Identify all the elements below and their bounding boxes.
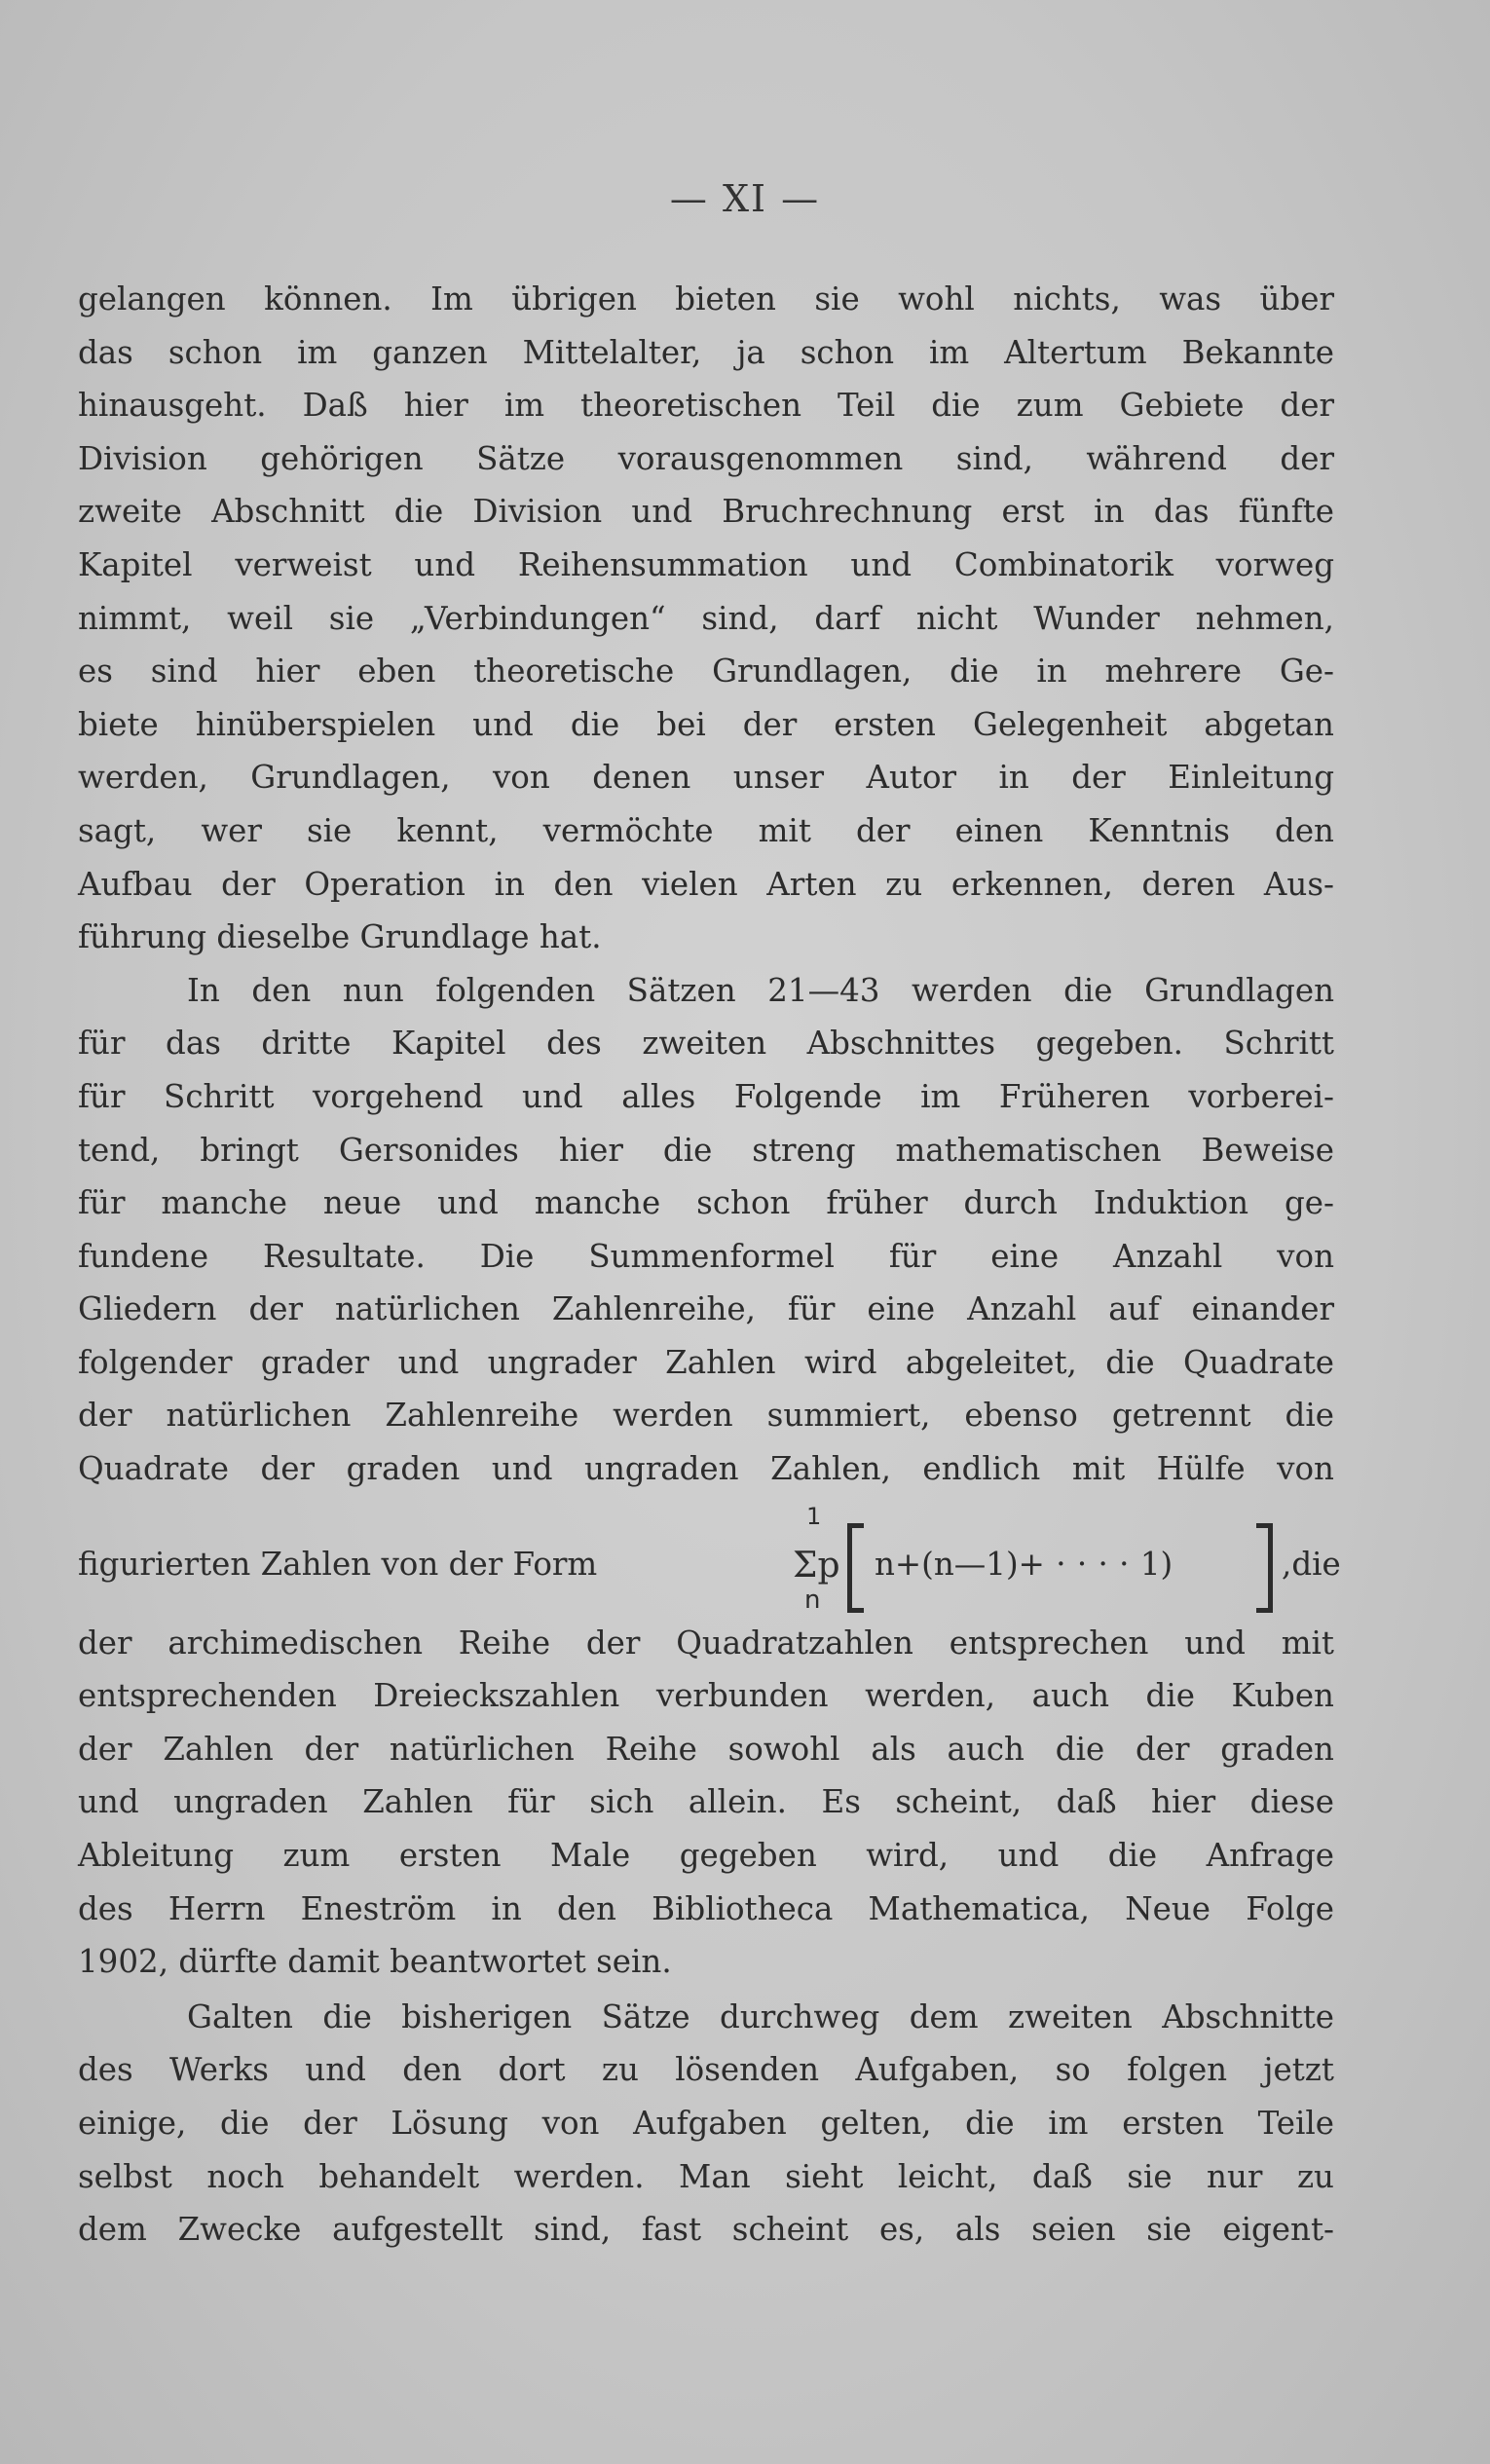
text-line: Galten die bisherigen Sätze durchweg dem zweiten Abschnitte: [187, 1997, 1334, 2035]
paragraph-2: [78, 964, 1341, 1989]
text-line: In den nun folgenden Sätzen 21—43 werden die Grundlagen: [187, 971, 1334, 1009]
text-line: entsprechenden Dreieckszahlen verbunden werden, auch die Kuben: [78, 1677, 1334, 1715]
text-line: das schon im ganzen Mittelalter, ja schon im Altertum Bekannte: [78, 333, 1334, 371]
sum-upper-limit: 1: [806, 1502, 822, 1530]
text-line: und ungraden Zahlen für sich allein. Es scheint, daß hier diese: [78, 1783, 1334, 1821]
formula-lead-text: figurierten Zahlen von der Form: [78, 1545, 598, 1583]
text-line: nimmt, weil sie „Verbindungen“ sind, darf nicht Wunder nehmen,: [78, 599, 1334, 637]
formula-expression: n+(n—1)+ · · · · 1): [875, 1545, 1173, 1583]
text-line: sagt, wer sie kennt, vermöchte mit der einen Kenntnis den: [78, 811, 1334, 849]
text-line: Quadrate der graden und ungraden Zahlen, endlich mit Hülfe von: [78, 1450, 1334, 1488]
text-line: Aufbau der Operation in den vielen Arten zu erkennen, deren Aus-: [78, 865, 1334, 903]
text-line: fundene Resultate. Die Summenformel für eine Anzahl von: [78, 1237, 1334, 1275]
body-text: [78, 273, 1341, 2257]
formula-line: [78, 1502, 1341, 1617]
text-line: für Schritt vorgehend und alles Folgende im Früheren vorberei-: [78, 1077, 1334, 1115]
text-line: Ableitung zum ersten Male gegeben wird, und die Anfrage: [78, 1837, 1334, 1875]
text-line: dem Zwecke aufgestellt sind, fast scheint es, als seien sie eigent-: [78, 2211, 1334, 2249]
text-line: der archimedischen Reihe der Quadratzahlen entsprechen und mit: [78, 1624, 1334, 1661]
text-line: hinausgeht. Daß hier im theoretischen Teil die zum Gebiete der: [78, 387, 1334, 425]
left-bracket: [847, 1523, 864, 1613]
text-line: der natürlichen Zahlenreihe werden summiert, ebenso getrennt die: [78, 1397, 1334, 1435]
paragraph-1: [78, 273, 1334, 964]
text-line: zweite Abschnitt die Division und Bruchrechnung erst in das fünfte: [78, 493, 1334, 531]
paragraph-3: [78, 1991, 1334, 2257]
text-line: tend, bringt Gersonides hier die streng mathematischen Beweise: [78, 1131, 1334, 1169]
text-line: folgender grader und ungrader Zahlen wird abgeleitet, die Quadrate: [78, 1343, 1334, 1381]
text-line: einige, die der Lösung von Aufgaben gelten, die im ersten Teile: [78, 2105, 1334, 2142]
text-line: gelangen können. Im übrigen bieten sie wohl nichts, was über: [78, 280, 1334, 317]
text-line: biete hinüberspielen und die bei der ersten Gelegenheit abgetan: [78, 705, 1334, 743]
sum-symbol: Σp: [793, 1545, 840, 1586]
right-bracket: [1256, 1523, 1273, 1613]
text-line: 1902, dürfte damit beantwortet sein.: [78, 1943, 672, 1981]
text-line: der Zahlen der natürlichen Reihe sowohl als auch die der graden: [78, 1730, 1334, 1768]
text-line: Kapitel verweist und Reihensummation und Combinatorik vorweg: [78, 545, 1334, 583]
summation-formula: [709, 1502, 1266, 1617]
text-line: Gliedern der natürlichen Zahlenreihe, für eine Anzahl auf einander: [78, 1290, 1334, 1328]
text-line: es sind hier eben theoretische Grundlagen, die in mehrere Ge-: [78, 653, 1334, 691]
text-line: des Herrn Eneström in den Bibliotheca Mathematica, Neue Folge: [78, 1889, 1334, 1927]
text-line: selbst noch behandelt werden. Man sieht leicht, daß sie nur zu: [78, 2157, 1334, 2195]
sum-lower-limit: n: [804, 1585, 821, 1615]
page-number: — XI —: [669, 177, 821, 220]
formula-trail-text: ,die: [1282, 1545, 1341, 1583]
text-line: führung dieselbe Grundlage hat.: [78, 918, 602, 956]
text-line: des Werks und den dort zu lösenden Aufgaben, so folgen jetzt: [78, 2051, 1334, 2089]
text-line: für manche neue und manche schon früher durch Induktion ge-: [78, 1184, 1334, 1222]
text-line: für das dritte Kapitel des zweiten Abschnittes gegeben. Schritt: [78, 1025, 1334, 1063]
text-line: werden, Grundlagen, von denen unser Autor in der Einleitung: [78, 759, 1334, 797]
text-line: Division gehörigen Sätze vorausgenommen sind, während der: [78, 439, 1334, 477]
